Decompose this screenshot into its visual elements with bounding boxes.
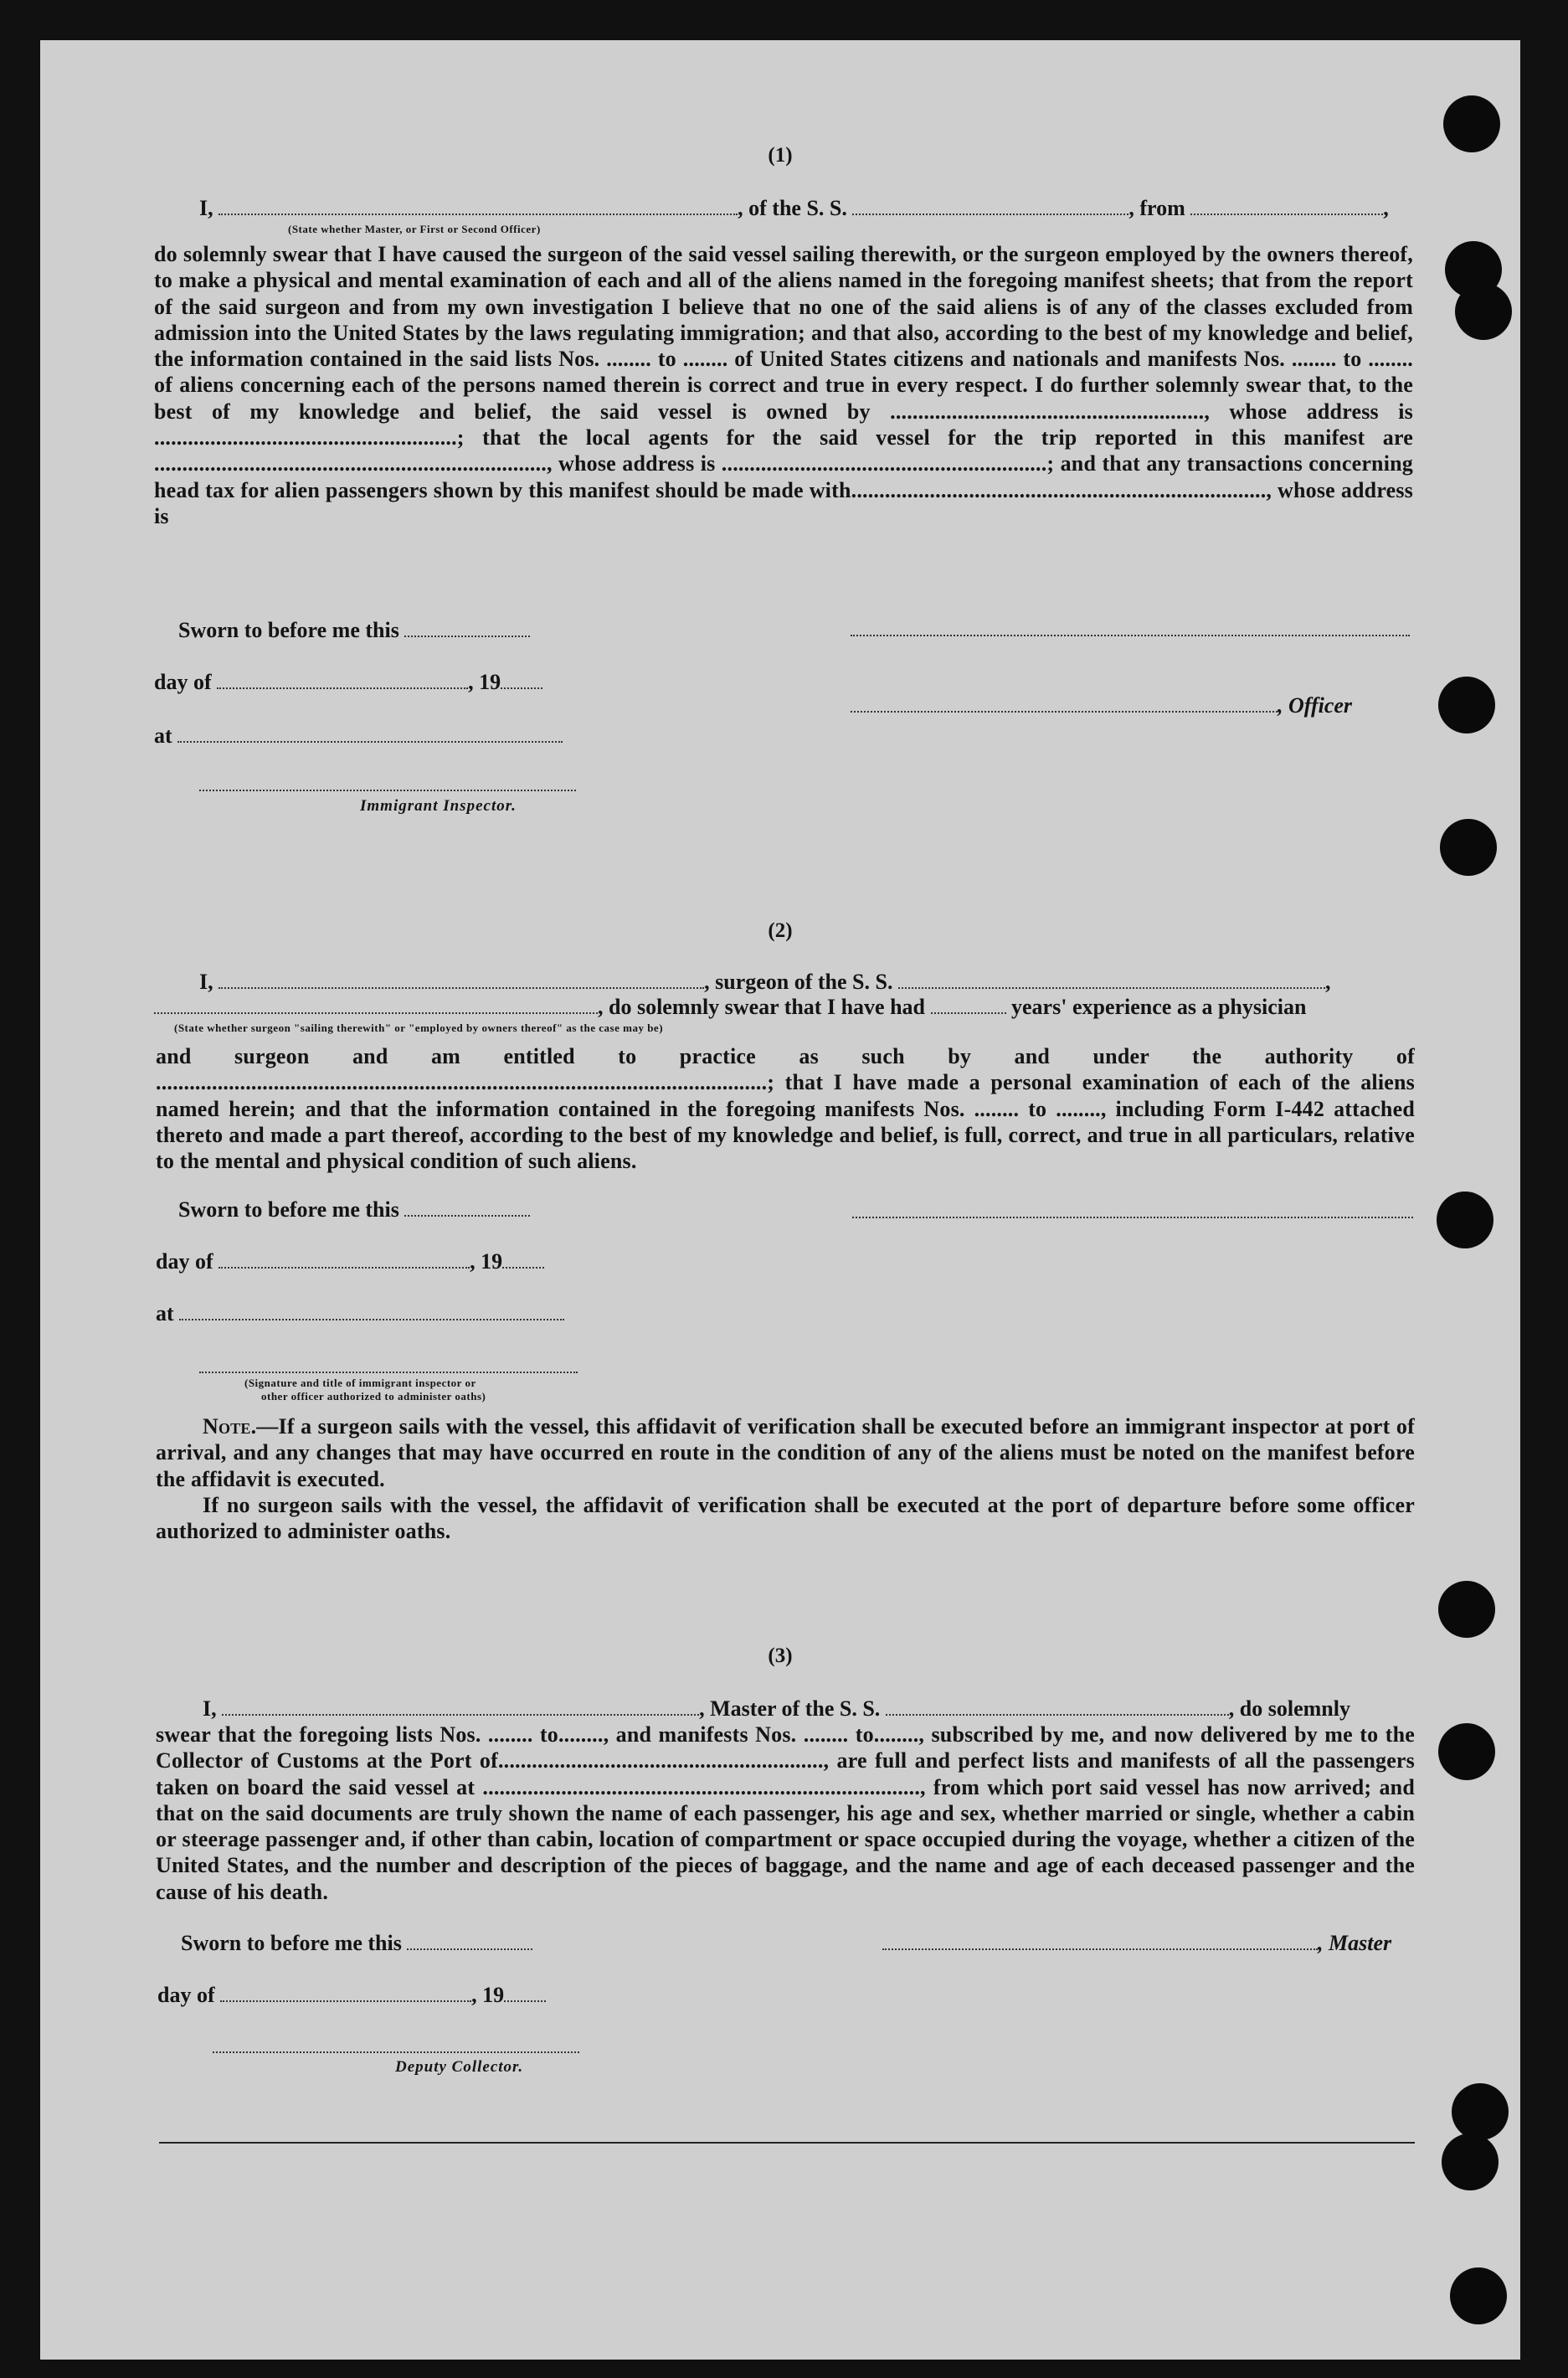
punch-hole-icon bbox=[1455, 283, 1512, 340]
s2-surgeon-hint: (State whether surgeon "sailing therewith" or "employed by owners thereof" as the case may be) bbox=[174, 1022, 664, 1034]
s3-sworn-line: Sworn to before me this bbox=[181, 1931, 532, 1956]
s2-note: Note.—If a surgeon sails with the vessel, this affidavit of verification shall be executed before an immigrant inspector at port of arrival, and any changes that may have occurred en route in the condition of any of the aliens must be noted on the manifest before the affidavit is executed. bbox=[156, 1414, 1415, 1491]
section-1-number: (1) bbox=[768, 144, 793, 167]
form-sheet bbox=[40, 40, 1520, 2360]
s2-sig-caption-2: other officer authorized to administer oaths) bbox=[261, 1390, 486, 1403]
note-label: Note. bbox=[203, 1414, 257, 1439]
s3-oath-paragraph: swear that the foregoing lists Nos. ........ to........, and manifests Nos. ........ to........, subscribed by me, and now delivered by me to the Collector of Customs at the Port of.........................................................., are full and perfect lists and manifests of all the passengers taken on board the said vessel at .............................................................................., from which port said vessel has now arrived; and that on the said documents are truly shown the name of each passenger, his age and sex, whether married or single, whether a cabin or steerage passenger and, if other than cabin, location of compartment or space occupied during the voyage, whether a citizen of the United States, and the number and description of the pieces of baggage, and the name and age of each deceased passenger and the cause of his death. bbox=[156, 1722, 1415, 1904]
punch-hole-icon bbox=[1438, 677, 1495, 733]
s1-signature-line bbox=[851, 635, 1410, 636]
punch-hole-icon bbox=[1440, 819, 1497, 876]
s3-first-line: I, , Master of the S. S. , do solemnly bbox=[203, 1696, 1350, 1721]
punch-hole-icon bbox=[1450, 2267, 1507, 2324]
s1-rank-hint: (State whether Master, or First or Second Officer) bbox=[288, 223, 541, 235]
s2-authority-line bbox=[199, 1372, 578, 1373]
s2-note-2: If no surgeon sails with the vessel, the affidavit of verification shall be executed at the port of departure before some officer authorized to administer oaths. bbox=[156, 1493, 1415, 1544]
s1-day-line: day of , 19 bbox=[154, 670, 542, 695]
section-3-number: (3) bbox=[768, 1645, 793, 1667]
s2-at-line: at bbox=[156, 1301, 564, 1326]
s1-sworn-line: Sworn to before me this bbox=[178, 618, 530, 643]
section-2-number: (2) bbox=[768, 919, 793, 942]
s1-at-line: at bbox=[154, 723, 563, 749]
s1-oath-paragraph: do solemnly swear that I have caused the surgeon of the said vessel sailing therewith, or the surgeon employed by the owners thereof, to make a physical and mental examination of each and all of the aliens named in the foregoing manifest sheets; that from the report of the said surgeon and from my own investigation I believe that no one of the said aliens is of any of the classes excluded from admission into the United States by the laws regulating immigration; and that also, according to the best of my knowledge and belief, the information contained in the said lists Nos. ........ to ........ of United States citizens and nationals and manifests Nos. ........ to ........ of aliens concerning each of the persons named therein is correct and true in every respect. I do further solemnly swear that, to the best of my knowledge and belief, the said vessel is owned by ........................................................, whose address is ......................................................; that the local agents for the said vessel for the trip reported in this manifest are ......................................................................, whose address is ..........................................................; and that any transactions concerning head tax for alien passengers shown by this manifest should be made with.........................................................................., whose address is bbox=[154, 242, 1413, 528]
s1-inspector-line bbox=[199, 790, 576, 791]
s2-sworn-line: Sworn to before me this bbox=[178, 1197, 530, 1222]
s2-signature-line bbox=[852, 1217, 1413, 1218]
s3-deputy-line bbox=[213, 2051, 579, 2053]
bottom-rule bbox=[159, 2142, 1415, 2144]
punch-hole-icon bbox=[1438, 1581, 1495, 1638]
s2-day-line: day of , 19 bbox=[156, 1249, 544, 1274]
punch-hole-icon bbox=[1442, 2134, 1499, 2190]
s3-master-line: , Master bbox=[882, 1931, 1391, 1956]
s2-first-line: I, , surgeon of the S. S. , bbox=[199, 970, 1331, 994]
s1-officer-line: , Officer bbox=[851, 693, 1352, 718]
s3-deputy-caption: Deputy Collector. bbox=[395, 2058, 524, 2076]
punch-hole-icon bbox=[1438, 1723, 1495, 1780]
s2-sig-caption-1: (Signature and title of immigrant inspector or bbox=[244, 1377, 476, 1389]
s2-second-line: , do solemnly swear that I have had years' experience as a physician bbox=[154, 995, 1306, 1020]
s1-first-line: I, , of the S. S. , from , bbox=[199, 196, 1389, 220]
s1-inspector-caption: Immigrant Inspector. bbox=[360, 797, 517, 815]
s2-oath-paragraph: and surgeon and am entitled to practice as such by and under the authority of .............................................................................................................; that I have made a personal examination of each of the aliens named herein; and that the information contained in the foregoing manifests Nos. ........ to ........, including Form I-442 attached thereto and made a part thereof, according to the best of my knowledge and belief, is full, correct, and true in all particulars, relative to the mental and physical condition of such aliens. bbox=[156, 1044, 1415, 1174]
punch-hole-icon bbox=[1437, 1192, 1493, 1248]
punch-hole-icon bbox=[1452, 2083, 1509, 2140]
s3-day-line: day of , 19 bbox=[157, 1983, 546, 2008]
